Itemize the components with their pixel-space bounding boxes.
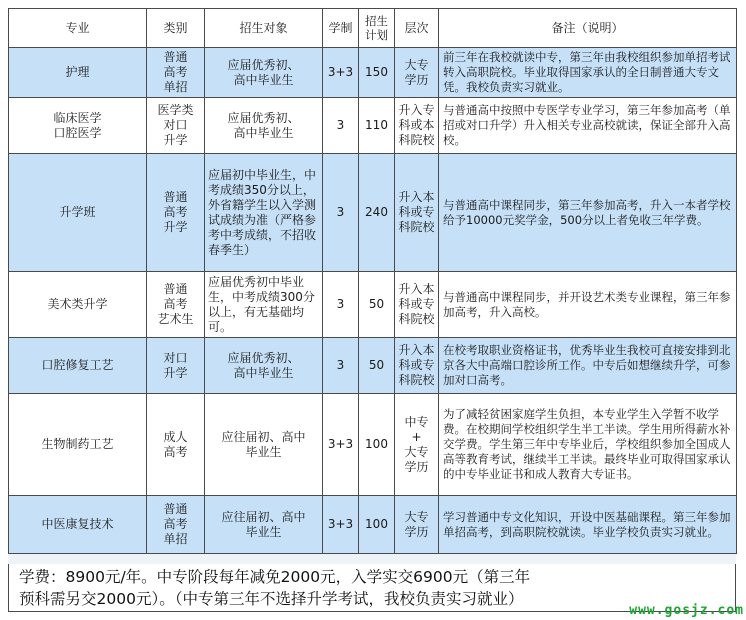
site-watermark: www.gosjz.com	[629, 603, 744, 618]
cell-note: 与普通高中按照中专医学专业学习，第三年参加高考（单招或对口升学）升入相关专业高校就读，保证全部升入高校。	[439, 98, 737, 154]
cell-level: 升入本 科或专 科院校	[395, 338, 439, 394]
cell-duration: 3	[323, 154, 359, 272]
cell-category: 普通 高考 艺术生	[147, 272, 205, 338]
tuition-line-2: 预科需另交2000元）。（中专第三年不选择升学考试，我校负责实习就业）	[19, 590, 524, 608]
cell-major: 中医康复技术	[9, 496, 147, 554]
tuition-line-1: 学费：8900元/年。中专阶段每年减免2000元，入学实交6900元（第三年	[19, 568, 531, 586]
cell-duration: 3	[323, 98, 359, 154]
header-plan: 招生 计划	[359, 9, 395, 48]
cell-target: 应届优秀初、 高中毕业生	[205, 98, 323, 154]
cell-major: 临床医学 口腔医学	[9, 98, 147, 154]
cell-level: 大专 学历	[395, 48, 439, 98]
cell-note: 学习普通中专文化知识，开设中医基础课程。第三年参加单招高考，到高职院校就读。毕业学校负责实习就业。	[439, 496, 737, 554]
cell-level: 升入本 科或专 科院校	[395, 272, 439, 338]
cell-target: 应往届初、高中 毕业生	[205, 496, 323, 554]
cell-target: 应届优秀初、 高中毕业生	[205, 48, 323, 98]
header-major: 专业	[9, 9, 147, 48]
cell-category: 成人 高考	[147, 394, 205, 496]
cell-level: 中专 + 大专 学历	[395, 394, 439, 496]
cell-note: 前三年在我校就读中专，第三年由我校组织参加单招考试转入高职院校。毕业取得国家承认的全日制普通大专文凭。我校负责实习就业。	[439, 48, 737, 98]
cell-target: 应届优秀初中毕业生，中考成绩300分以上，有无基础均可。	[205, 272, 323, 338]
cell-duration: 3	[323, 272, 359, 338]
cell-major: 口腔修复工艺	[9, 338, 147, 394]
table-row	[9, 496, 737, 554]
cell-major: 升学班	[9, 154, 147, 272]
cell-major: 美术类升学	[9, 272, 147, 338]
cell-target: 应届优秀初、 高中毕业生	[205, 338, 323, 394]
cell-target: 应往届初、高中 毕业生	[205, 394, 323, 496]
cell-category: 普通 高考 升学	[147, 154, 205, 272]
cell-category: 对口 升学	[147, 338, 205, 394]
header-level: 层次	[395, 9, 439, 48]
cell-plan: 100	[359, 496, 395, 554]
cell-level: 升入专 科或本 科院校	[395, 98, 439, 154]
table-row	[9, 394, 737, 496]
admission-table-panel	[8, 8, 736, 612]
cell-plan: 50	[359, 338, 395, 394]
cell-major: 护理	[9, 48, 147, 98]
cell-level: 升入本 科或专 科院校	[395, 154, 439, 272]
cell-plan: 240	[359, 154, 395, 272]
table-row	[9, 98, 737, 154]
cell-plan: 150	[359, 48, 395, 98]
cell-plan: 50	[359, 272, 395, 338]
cell-plan: 110	[359, 98, 395, 154]
cell-note: 为了减轻贫困家庭学生负担，本专业学生入学暂不收学费。在校期间学校组织学生半工半读。学生用所得薪水补交学费。学生第三年中专毕业后，学校组织参加全国成人高等教育考试，继续半工半读。最终毕业可取得国家承认的中专毕业证书和成人教育大专证书。	[439, 394, 737, 496]
cell-target: 应届初中毕业生，中考成绩350分以上，外省籍学生以入学测试成绩为准（严格参考中考成绩，不招收春季生）	[205, 154, 323, 272]
cell-duration: 3	[323, 338, 359, 394]
table-row	[9, 272, 737, 338]
cell-major: 生物制药工艺	[9, 394, 147, 496]
tuition-footer	[8, 564, 736, 612]
cell-category: 普通 高考 单招	[147, 496, 205, 554]
header-note: 备注（说明）	[439, 9, 737, 48]
cell-category: 医学类 对口 升学	[147, 98, 205, 154]
cell-note: 与普通高中课程同步，第三年参加高考，升入一本者学校给予10000元奖学金，500分以上者免收三年学费。	[439, 154, 737, 272]
cell-duration: 3+3	[323, 48, 359, 98]
header-duration: 学制	[323, 9, 359, 48]
cell-duration: 3+3	[323, 496, 359, 554]
cell-plan: 100	[359, 394, 395, 496]
header-target: 招生对象	[205, 9, 323, 48]
table-header-row	[9, 9, 737, 48]
table-row	[9, 154, 737, 272]
table-row	[9, 338, 737, 394]
cell-level: 大专 学历	[395, 496, 439, 554]
cell-note: 与普通高中课程同步，并开设艺术类专业课程，第三年参加高考，升入高校。	[439, 272, 737, 338]
admission-table	[8, 8, 737, 554]
header-category: 类别	[147, 9, 205, 48]
cell-duration: 3+3	[323, 394, 359, 496]
cell-category: 普通 高考 单招	[147, 48, 205, 98]
table-row	[9, 48, 737, 98]
cell-note: 在校考取职业资格证书，优秀毕业生我校可直接安排到北京各大中高端口腔诊所工作。中专后如想继续升学，可参加对口高考。	[439, 338, 737, 394]
